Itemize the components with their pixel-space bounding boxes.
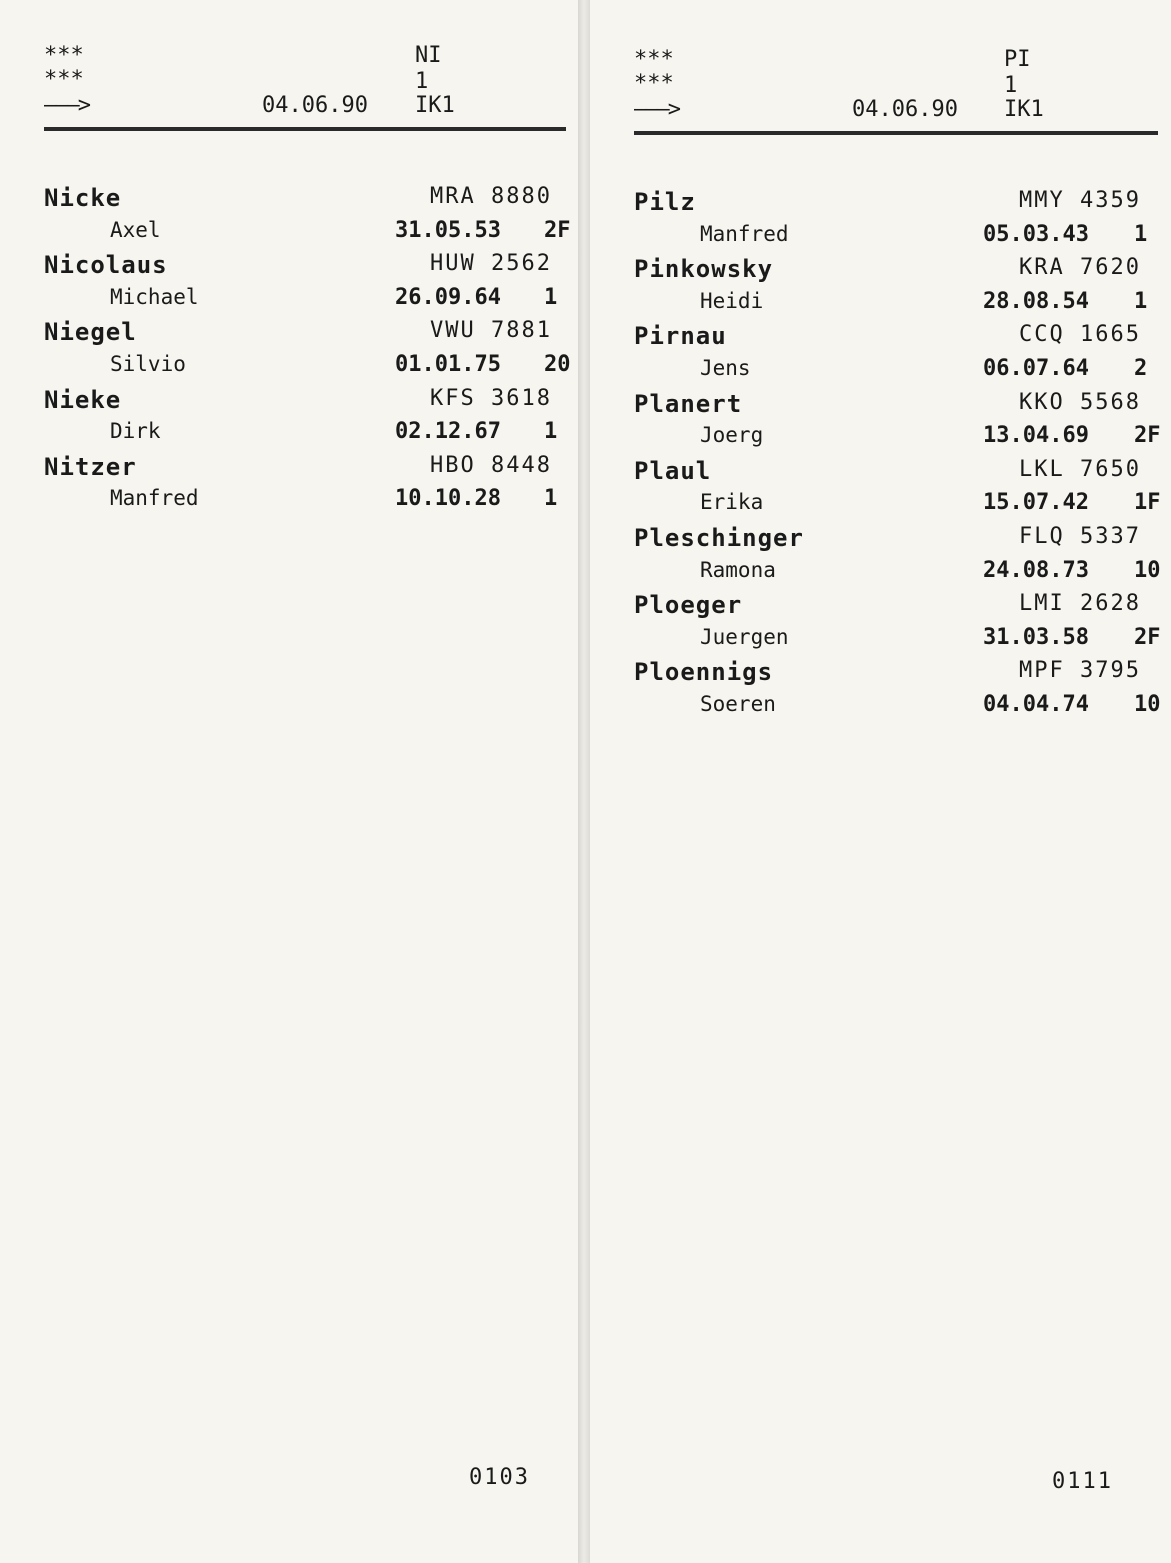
sheet-gutter — [578, 0, 590, 1563]
page-number: 0111 — [1052, 1469, 1113, 1494]
entry-surname-row — [634, 322, 1169, 356]
entry-code: CCQ 1665 — [1019, 322, 1141, 348]
header-page: 1 — [1004, 73, 1018, 98]
entry-detail-row — [634, 222, 1169, 256]
entry-firstname: Dirk — [110, 419, 161, 444]
entry-list — [634, 188, 1169, 726]
entry-code: LMI 2628 — [1019, 591, 1141, 617]
header-code: NI — [415, 43, 442, 68]
entry-group — [634, 322, 1169, 389]
entry-surname: Nicke — [44, 184, 122, 212]
entry-dob: 15.07.42 — [983, 490, 1089, 516]
entry-surname: Pleschinger — [634, 523, 804, 552]
entry-detail-row — [634, 356, 1169, 390]
entry-flag: 20 — [544, 351, 571, 377]
header-arrow: ———> — [44, 93, 89, 118]
entry-group — [634, 591, 1169, 658]
header-arrow: ———> — [634, 97, 679, 122]
entry-group — [634, 255, 1169, 322]
entry-surname: Pinkowsky — [634, 255, 774, 284]
entry-group — [44, 453, 574, 520]
entry-surname-row — [44, 251, 574, 285]
entry-dob: 06.07.64 — [983, 355, 1089, 381]
entry-group — [634, 188, 1169, 255]
entry-surname: Plaul — [634, 456, 712, 485]
entry-surname: Nieke — [44, 385, 122, 414]
header-group: IK1 — [415, 93, 455, 118]
printout-sheet-ni — [0, 0, 578, 1563]
entry-detail-row — [634, 423, 1169, 457]
entry-flag: 2F — [1134, 423, 1161, 449]
entry-surname-row — [44, 184, 574, 218]
entry-firstname: Axel — [110, 217, 161, 242]
entry-dob: 26.09.64 — [395, 284, 501, 310]
entry-surname-row — [44, 386, 574, 420]
header-rule — [44, 127, 566, 131]
entry-detail-row — [44, 218, 574, 252]
header-group: IK1 — [1004, 97, 1044, 122]
entry-dob: 31.05.53 — [395, 217, 501, 243]
entry-dob: 01.01.75 — [395, 351, 501, 377]
entry-flag: 1 — [544, 419, 558, 445]
entry-flag: 2F — [1134, 624, 1161, 650]
entry-flag: 1F — [1134, 490, 1161, 516]
entry-surname: Nitzer — [44, 452, 137, 481]
entry-code: KRA 7620 — [1019, 255, 1141, 281]
entry-firstname: Manfred — [110, 486, 199, 511]
entry-code: HUW 2562 — [430, 251, 552, 277]
entry-detail-row — [44, 352, 574, 386]
entry-detail-row — [634, 558, 1169, 592]
entry-dob: 24.08.73 — [983, 557, 1089, 583]
entry-detail-row — [44, 419, 574, 453]
header-date: 04.06.90 — [262, 93, 368, 118]
entry-surname: Ploennigs — [634, 658, 774, 687]
entry-firstname: Erika — [700, 490, 764, 515]
entry-detail-row — [634, 625, 1169, 659]
entry-firstname: Silvio — [110, 351, 186, 376]
header-rule — [634, 131, 1158, 135]
header-stars-1: *** — [44, 43, 84, 68]
entry-flag: 2 — [1134, 355, 1148, 381]
header-date: 04.06.90 — [852, 97, 958, 122]
entry-firstname: Joerg — [700, 423, 764, 448]
entry-flag: 1 — [544, 486, 558, 512]
entry-detail-row — [44, 486, 574, 520]
entry-surname-row — [634, 188, 1169, 222]
entry-surname-row — [634, 658, 1169, 692]
entry-flag: 1 — [544, 284, 558, 310]
entry-firstname: Michael — [110, 284, 199, 309]
entry-firstname: Juergen — [700, 624, 789, 649]
entry-group — [44, 318, 574, 385]
entry-group — [44, 386, 574, 453]
page-number: 0103 — [469, 1465, 530, 1490]
header-code: PI — [1004, 47, 1031, 72]
entry-detail-row — [634, 289, 1169, 323]
header-stars-2: *** — [44, 67, 84, 92]
entry-group — [634, 524, 1169, 591]
entry-detail-row — [634, 490, 1169, 524]
entry-firstname: Heidi — [700, 288, 764, 313]
entry-detail-row — [634, 692, 1169, 726]
entry-surname-row — [634, 591, 1169, 625]
entry-surname-row — [634, 524, 1169, 558]
header-stars-2: *** — [634, 71, 674, 96]
entry-group — [634, 390, 1169, 457]
entry-surname: Niegel — [44, 318, 137, 347]
entry-surname-row — [44, 453, 574, 487]
entry-surname: Ploeger — [634, 591, 743, 620]
entry-firstname: Jens — [700, 355, 751, 380]
entry-dob: 31.03.58 — [983, 624, 1089, 650]
entry-group — [44, 251, 574, 318]
entry-code: KFS 3618 — [430, 385, 552, 411]
entry-firstname: Manfred — [700, 221, 789, 246]
entry-dob: 10.10.28 — [395, 486, 501, 512]
entry-code: MPF 3795 — [1019, 658, 1141, 684]
header-page: 1 — [415, 69, 429, 94]
entry-surname-row — [634, 457, 1169, 491]
entry-flag: 10 — [1134, 691, 1161, 717]
entry-flag: 1 — [1134, 288, 1148, 314]
entry-firstname: Soeren — [700, 691, 776, 716]
entry-flag: 2F — [544, 217, 571, 243]
printout-sheet-pi — [590, 0, 1171, 1563]
header-stars-1: *** — [634, 47, 674, 72]
entry-code: KKO 5568 — [1019, 389, 1141, 415]
entry-group — [634, 457, 1169, 524]
entry-group — [44, 184, 574, 251]
entry-group — [634, 658, 1169, 725]
entry-surname-row — [44, 318, 574, 352]
entry-dob: 04.04.74 — [983, 691, 1089, 717]
entry-surname: Planert — [634, 389, 743, 418]
entry-surname-row — [634, 390, 1169, 424]
entry-detail-row — [44, 285, 574, 319]
entry-code: HBO 8448 — [430, 452, 552, 478]
entry-surname-row — [634, 255, 1169, 289]
entry-flag: 10 — [1134, 557, 1161, 583]
entry-list — [44, 184, 574, 520]
entry-code: MRA 8880 — [430, 184, 552, 209]
entry-surname: Nicolaus — [44, 251, 168, 280]
entry-code: VWU 7881 — [430, 318, 552, 344]
entry-dob: 13.04.69 — [983, 423, 1089, 449]
entry-code: MMY 4359 — [1019, 188, 1141, 213]
entry-dob: 28.08.54 — [983, 288, 1089, 314]
entry-firstname: Ramona — [700, 557, 776, 582]
entry-code: LKL 7650 — [1019, 456, 1141, 482]
entry-surname: Pirnau — [634, 322, 727, 351]
entry-dob: 02.12.67 — [395, 419, 501, 445]
entry-dob: 05.03.43 — [983, 221, 1089, 247]
entry-code: FLQ 5337 — [1019, 523, 1141, 549]
entry-surname: Pilz — [634, 188, 696, 216]
entry-flag: 1 — [1134, 221, 1148, 247]
